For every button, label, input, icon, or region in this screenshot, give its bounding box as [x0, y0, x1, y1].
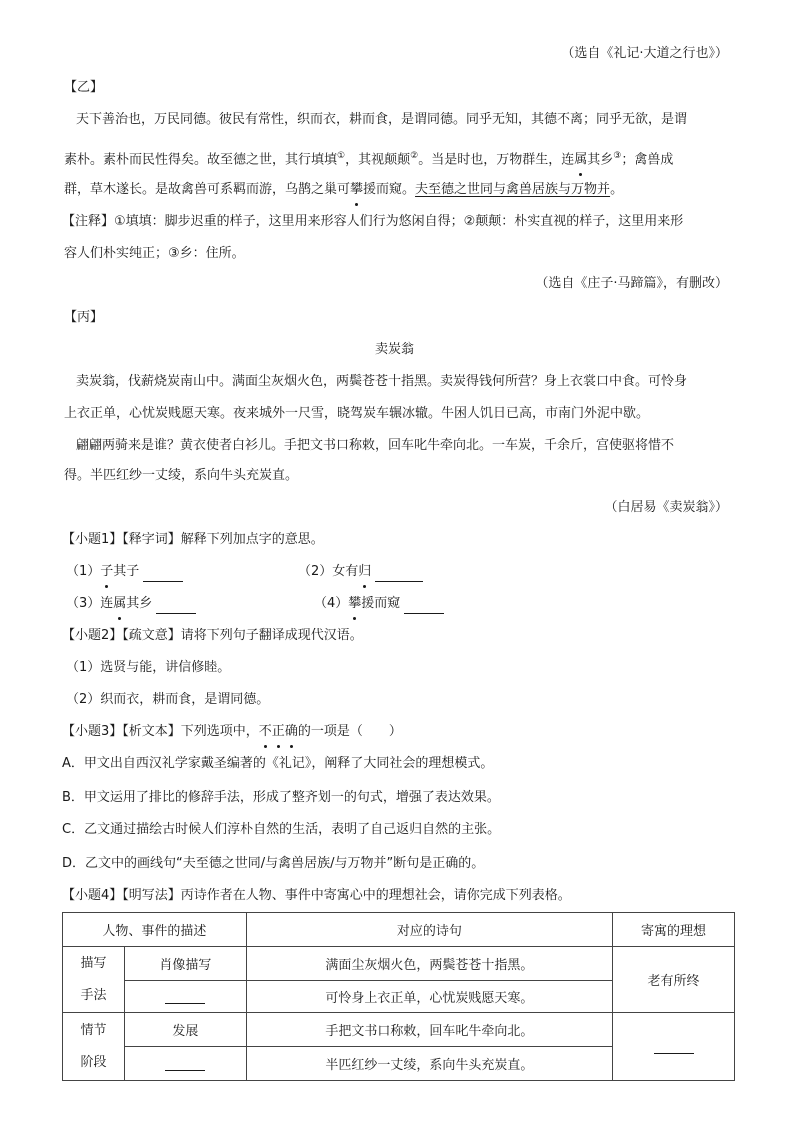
poem-title: 卖炭翁: [375, 342, 415, 357]
answer-blank[interactable]: [375, 581, 423, 582]
source-bing: （白居易《卖炭翁》）: [604, 500, 728, 515]
question-3-option-b: B．甲文运用了排比的修辞手法，形成了整齐划一的句式，增强了表达效果。: [62, 790, 500, 805]
question-3-option-c: C．乙文通过描绘古时候人们淳朴自然的生活，表明了自己返归自然的主张。: [62, 822, 501, 837]
row-3-verse: 手把文书口称敕，回车叱牛牵向北。: [246, 1013, 612, 1047]
question-1-item-1: （1）子其子: [66, 562, 183, 582]
answer-blank[interactable]: [156, 613, 196, 614]
question-3-option-d: D．乙文中的画线句“夫至德之世同/与禽兽居族/与万物并”断句是正确的。: [62, 856, 485, 871]
row-1-verse: 满面尘灰烟火色，两鬓苍苍十指黑。: [246, 947, 612, 981]
underlined-sentence: 夫至德之世同与禽兽居族与万物并: [415, 182, 611, 197]
question-2-item-2: （2）织而衣，耕而食，是谓同德。: [66, 692, 270, 707]
yi-paragraph-line-3: 群，草木遂长。是故禽兽可系羁而游，乌鹊之巢可攀援而窥。夫至德之世同与禽兽居族与万物并。: [64, 180, 623, 200]
answer-blank[interactable]: [165, 1060, 205, 1071]
source-yi: （选自《庄子·马蹄篇》，有删改）: [535, 276, 728, 291]
row-4-verse: 半匹红纱一丈绫，系向牛头充炭直。: [246, 1047, 612, 1081]
table-header-verses: 对应的诗句: [246, 913, 612, 947]
group-description-method: 描写 手法: [63, 947, 125, 1013]
ideal-1: 老有所终: [613, 947, 735, 1013]
poem-line-3: 翩翩两骑来是谁？黄衣使者白衫儿。手把文书口称敕，回车叱牛牵向北。一车炭，千余斤，宫使驱将惜不: [76, 438, 675, 453]
yi-paragraph-line-1: 天下善治也，万民同德。彼民有常性，织而衣，耕而食，是谓同德。同乎无知，其德不离；同乎无欲，是谓: [76, 112, 688, 127]
ideal-2: [613, 1013, 735, 1081]
yi-note-line-2: 容人们朴实纯正；③乡：住所。: [64, 246, 245, 261]
row-2-verse: 可怜身上衣正单，心忧炭贱愿天寒。: [246, 981, 612, 1013]
question-4-heading: 【小题4】【明写法】丙诗作者在人物、事件中寄寓心中的理想社会，请你完成下列表格。: [62, 888, 571, 903]
section-yi-label: 【乙】: [64, 80, 104, 95]
question-2-heading: 【小题2】【疏文意】请将下列句子翻译成现代汉语。: [62, 628, 363, 643]
question-1-item-2: （2）女有归: [298, 562, 423, 582]
question-3-heading: 【小题3】【析文本】下列选项中，不正确的一项是（ ）: [62, 722, 402, 742]
question-2-item-1: （1）选贤与能，讲信修睦。: [66, 660, 231, 675]
table-header-description: 人物、事件的描述: [63, 913, 247, 947]
answer-blank[interactable]: [404, 613, 444, 614]
question-3-option-a: A．甲文出自西汉礼学家戴圣编著的《礼记》，阐释了大同社会的理想模式。: [62, 756, 494, 771]
group-plot-stage: 情节 阶段: [63, 1013, 125, 1081]
row-3-label: 发展: [124, 1013, 246, 1047]
question-1-item-3: （3）连属其乡: [66, 594, 196, 614]
poem-line-1: 卖炭翁，伐薪烧炭南山中。满面尘灰烟火色，两鬓苍苍十指黑。卖炭得钱何所营？身上衣裳口中食。可怜身: [76, 374, 688, 389]
table-header-ideal: 寄寓的理想: [613, 913, 735, 947]
answer-blank[interactable]: [143, 581, 183, 582]
answer-blank[interactable]: [654, 1043, 694, 1054]
row-4-label: [124, 1047, 246, 1081]
question-1-heading: 【小题1】【释字词】解释下列加点字的意思。: [62, 532, 324, 547]
row-1-label: 肖像描写: [124, 947, 246, 981]
section-bing-label: 【丙】: [64, 310, 104, 325]
answer-blank[interactable]: [165, 993, 205, 1004]
poem-line-4: 得。半匹红纱一丈绫，系向牛头充炭直。: [64, 468, 299, 483]
source-jia: （选自《礼记·大道之行也》）: [561, 46, 728, 61]
poem-analysis-table: [62, 912, 735, 1081]
yi-note-line-1: 【注释】①填填：脚步迟重的样子，这里用来形容人们行为悠闲自得；②颠颠：朴实直视的样子，这里用来形: [62, 214, 684, 229]
yi-paragraph-line-2: 素朴。素朴而民性得矣。故至德之世，其行填填①，其视颠颠②。当是时也，万物群生，连属其乡③；禽兽成: [64, 146, 673, 170]
question-1-item-4: （4）攀援而窥: [314, 594, 444, 614]
row-2-label: [124, 981, 246, 1013]
poem-line-2: 上衣正单，心忧炭贱愿天寒。夜来城外一尺雪，晓驾炭车辗冰辙。牛困人饥日已高，市南门外泥中歇。: [64, 406, 650, 421]
